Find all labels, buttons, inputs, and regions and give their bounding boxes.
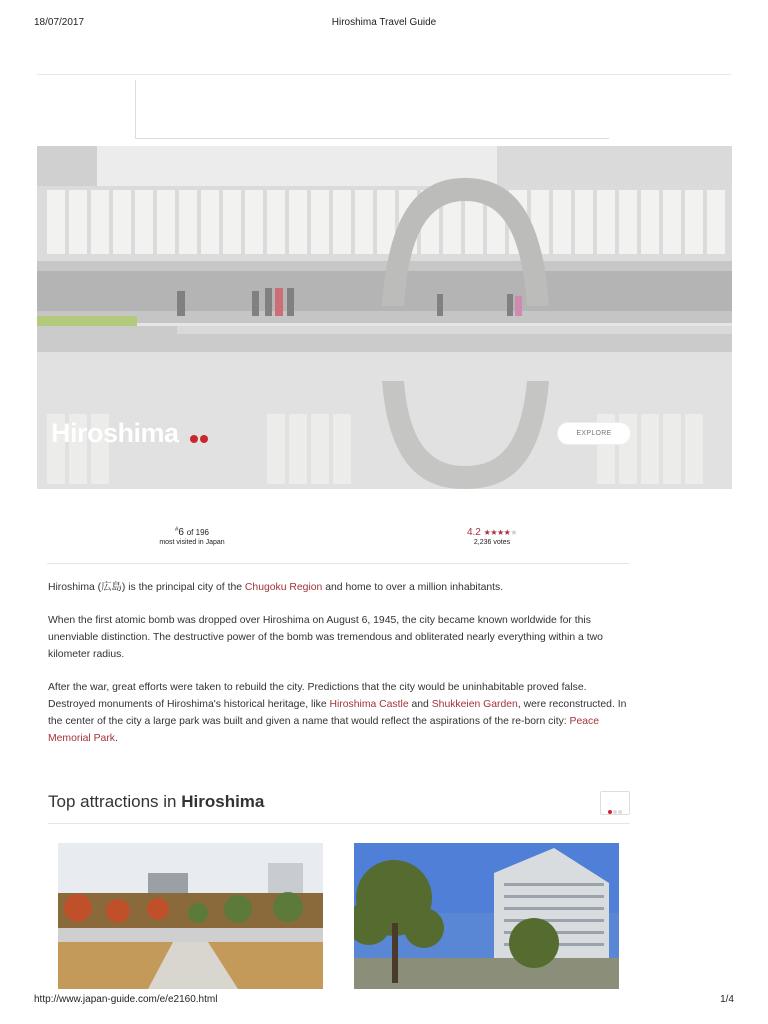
intro-paragraph-1 — [48, 579, 632, 596]
intro-paragraph-2: When the first atomic bomb was dropped over Hiroshima on August 6, 1945, the city became known worldwide for this unenviable distinction. The destructive power of the bomb was tremendous and obliterated nearly everything within a two kilometer radius. — [48, 615, 603, 660]
section-title-prefix: Top attractions in — [48, 792, 182, 811]
intro-p3-text-a: After the war, great efforts were taken to rebuild the city. Predictions that the city would be uninhabitable proved false. Destroyed monuments of Hiroshima's historical heritage, like — [48, 682, 587, 710]
hero-title — [51, 418, 210, 450]
section-divider — [48, 823, 630, 824]
rating-stat[interactable] — [447, 527, 537, 546]
print-date: 18/07/2017 — [34, 17, 85, 28]
stats-bar — [47, 527, 629, 553]
brand-dots-icon — [190, 419, 210, 450]
section-title-city: Hiroshima — [181, 792, 265, 811]
print-url: http://www.japan-guide.com/e/e2160.html — [34, 994, 218, 1005]
link-shukkeien-garden[interactable]: Shukkeien Garden — [431, 699, 518, 710]
print-title: Hiroshima Travel Guide — [331, 17, 437, 28]
intro-p3-text-b: , were reconstructed. In the center of the city a large park was built and given a name that would reflect the aspirations of the re-born city: — [48, 699, 627, 727]
intro-paragraph-3 — [48, 679, 632, 747]
hero-banner — [37, 146, 732, 489]
rating-value: 4.2 — [466, 527, 481, 538]
stats-divider — [47, 563, 629, 564]
rank-of: of 196 — [186, 528, 209, 537]
section-title — [48, 792, 264, 812]
ranking-stat — [147, 527, 237, 546]
museum-building-photo — [354, 843, 619, 989]
intro-p1-text-a: Hiroshima (広島) is the principal city of the — [48, 582, 245, 593]
attraction-thumbnail-museum[interactable] — [354, 843, 619, 989]
star-rating-icon — [484, 528, 517, 537]
intro-p3-end: . — [114, 733, 118, 744]
rank-subtitle: most visited in Japan — [159, 539, 225, 546]
stars-filled: ★★★★ — [483, 528, 511, 537]
hero-title-text: Hiroshima — [51, 418, 179, 448]
link-peace-memorial-park[interactable]: Peace Memorial Park — [48, 716, 600, 744]
intro-p1-text-b: and home to over a million inhabitants. — [322, 582, 504, 593]
rank-hash: # — [175, 527, 179, 533]
explore-button[interactable]: EXPLORE — [557, 422, 631, 445]
top-divider — [37, 74, 731, 75]
link-hiroshima-castle[interactable]: Hiroshima Castle — [329, 699, 409, 710]
votes-count: 2,236 votes — [473, 539, 511, 546]
page-number: 1/4 — [720, 994, 734, 1005]
section-menu-button[interactable] — [600, 791, 630, 815]
peace-park-photo — [58, 843, 323, 989]
print-header — [34, 17, 734, 31]
stars-empty: ★ — [510, 528, 518, 537]
dots-icon — [608, 801, 623, 819]
intro-text — [48, 579, 632, 763]
ad-placeholder — [135, 80, 609, 139]
attraction-thumbnail-peace-park[interactable] — [58, 843, 323, 989]
intro-p3-and: and — [408, 699, 432, 710]
link-chugoku-region[interactable]: Chugoku Region — [244, 582, 323, 593]
rank-number: 6 — [178, 527, 184, 538]
